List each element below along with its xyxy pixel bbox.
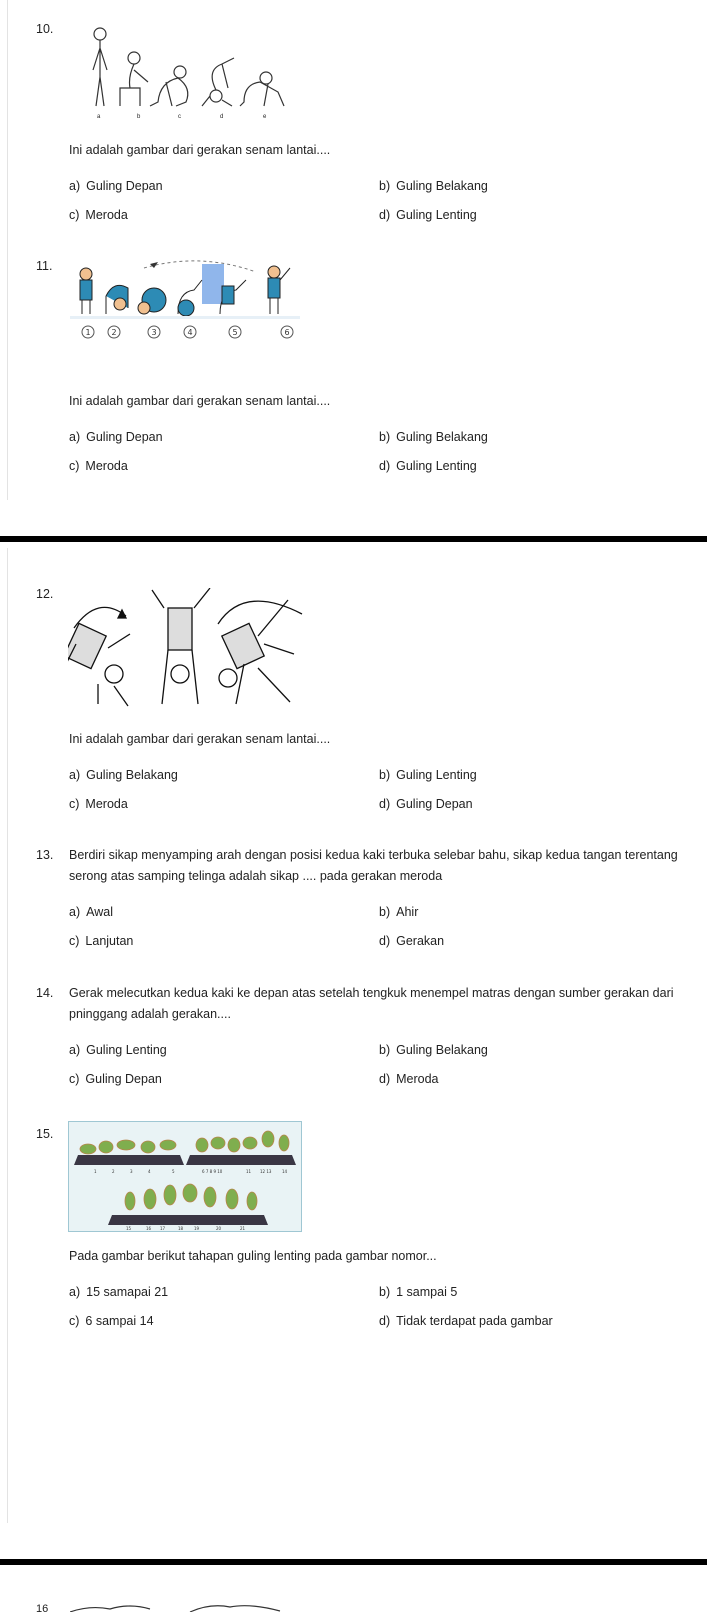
question-15-option-d[interactable]: d) Tidak terdapat pada gambar: [379, 1314, 553, 1328]
fig-num-12-13: 12 13: [260, 1169, 272, 1174]
question-11-option-a[interactable]: a) Guling Depan: [69, 430, 163, 444]
fig-num-18: 18: [178, 1226, 184, 1231]
question-12-prompt: Ini adalah gambar dari gerakan senam lantai....: [69, 732, 331, 746]
question-12-option-c[interactable]: c) Meroda: [69, 797, 128, 811]
question-12-option-d[interactable]: d) Guling Depan: [379, 797, 473, 811]
figure-label-c: c: [178, 114, 181, 120]
fig-num-1: 1: [94, 1169, 97, 1174]
question-12-figure: [68, 588, 304, 710]
fig-num-6-10: 6 7 8 9 10: [202, 1169, 223, 1174]
question-13-number: 13.: [36, 848, 54, 862]
page-1-edge: [7, 0, 8, 500]
step-3: 3: [151, 328, 157, 337]
fig-num-4: 4: [148, 1169, 151, 1174]
question-13-option-a[interactable]: a) Awal: [69, 905, 113, 919]
question-10-option-c[interactable]: c) Meroda: [69, 208, 128, 222]
fig-num-19: 19: [194, 1226, 200, 1231]
question-12-option-a[interactable]: a) Guling Belakang: [69, 768, 178, 782]
question-15-option-a[interactable]: a) 15 samapai 21: [69, 1285, 169, 1299]
fig-num-21: 21: [240, 1226, 246, 1231]
step-5: 5: [232, 328, 238, 337]
question-14-text: Gerak melecutkan kedua kaki ke depan atas setelah tengkuk menempel matras dengan sumber gerakan dari pninggang adalah gerakan....: [69, 986, 674, 1021]
question-15-option-c[interactable]: c) 6 sampai 14: [69, 1314, 154, 1328]
fig-num-20: 20: [216, 1226, 222, 1231]
fig-num-16: 16: [146, 1226, 152, 1231]
page-2-edge: [7, 548, 8, 1523]
step-2: 2: [111, 328, 117, 337]
question-11-number: 11.: [36, 259, 53, 273]
fig-num-11: 11: [246, 1169, 252, 1174]
step-4: 4: [187, 328, 193, 337]
question-14-option-a[interactable]: a) Guling Lenting: [69, 1043, 167, 1057]
question-16-number: 16: [36, 1603, 49, 1615]
question-11-prompt: Ini adalah gambar dari gerakan senam lantai....: [69, 394, 331, 408]
question-10-figure: [88, 22, 288, 122]
page-separator-2: [0, 1559, 707, 1565]
fig-num-5: 5: [172, 1169, 175, 1174]
question-11-option-b[interactable]: b) Guling Belakang: [379, 430, 488, 444]
question-10-option-b[interactable]: b) Guling Belakang: [379, 179, 488, 193]
question-10-number: 10.: [36, 22, 54, 36]
question-11-figure: [70, 258, 310, 353]
question-10-option-d[interactable]: d) Guling Lenting: [379, 208, 477, 222]
fig-num-15: 15: [126, 1226, 132, 1231]
question-13-option-d[interactable]: d) Gerakan: [379, 934, 445, 948]
question-15-number: 15.: [36, 1127, 54, 1141]
step-6: 6: [284, 328, 290, 337]
figure-label-e: e: [263, 114, 267, 120]
question-10-option-a[interactable]: a) Guling Depan: [69, 179, 163, 193]
question-11-option-c[interactable]: c) Meroda: [69, 459, 128, 473]
question-16-figure-partial: [70, 1603, 290, 1612]
page-separator: [0, 536, 707, 542]
fig-num-17: 17: [160, 1226, 166, 1231]
question-11-option-d[interactable]: d) Guling Lenting: [379, 459, 477, 473]
question-15-option-b[interactable]: b) 1 sampai 5: [379, 1285, 458, 1299]
fig-num-14: 14: [282, 1169, 288, 1174]
question-12-option-b[interactable]: b) Guling Lenting: [379, 768, 477, 782]
question-14-option-d[interactable]: d) Meroda: [379, 1072, 439, 1086]
figure-label-d: d: [220, 114, 224, 120]
figure-label-a: a: [97, 114, 101, 120]
step-1: 1: [85, 328, 91, 337]
question-15-figure: [68, 1121, 302, 1232]
question-10-prompt: Ini adalah gambar dari gerakan senam lantai....: [69, 143, 331, 157]
question-14-option-c[interactable]: c) Guling Depan: [69, 1072, 162, 1086]
question-13-option-b[interactable]: b) Ahir: [379, 905, 419, 919]
question-15-prompt: Pada gambar berikut tahapan guling lenting pada gambar nomor...: [69, 1249, 437, 1263]
question-12-number: 12.: [36, 587, 54, 601]
figure-label-b: b: [137, 114, 141, 120]
question-13-text: Berdiri sikap menyamping arah dengan posisi kedua kaki terbuka selebar bahu, sikap kedua tangan terentang serong atas samping telinga adalah sikap .... pada gerakan meroda: [69, 848, 678, 883]
fig-num-3: 3: [130, 1169, 133, 1174]
question-13-option-c[interactable]: c) Lanjutan: [69, 934, 134, 948]
fig-num-2: 2: [112, 1169, 115, 1174]
question-14-number: 14.: [36, 986, 54, 1000]
question-14-option-b[interactable]: b) Guling Belakang: [379, 1043, 488, 1057]
